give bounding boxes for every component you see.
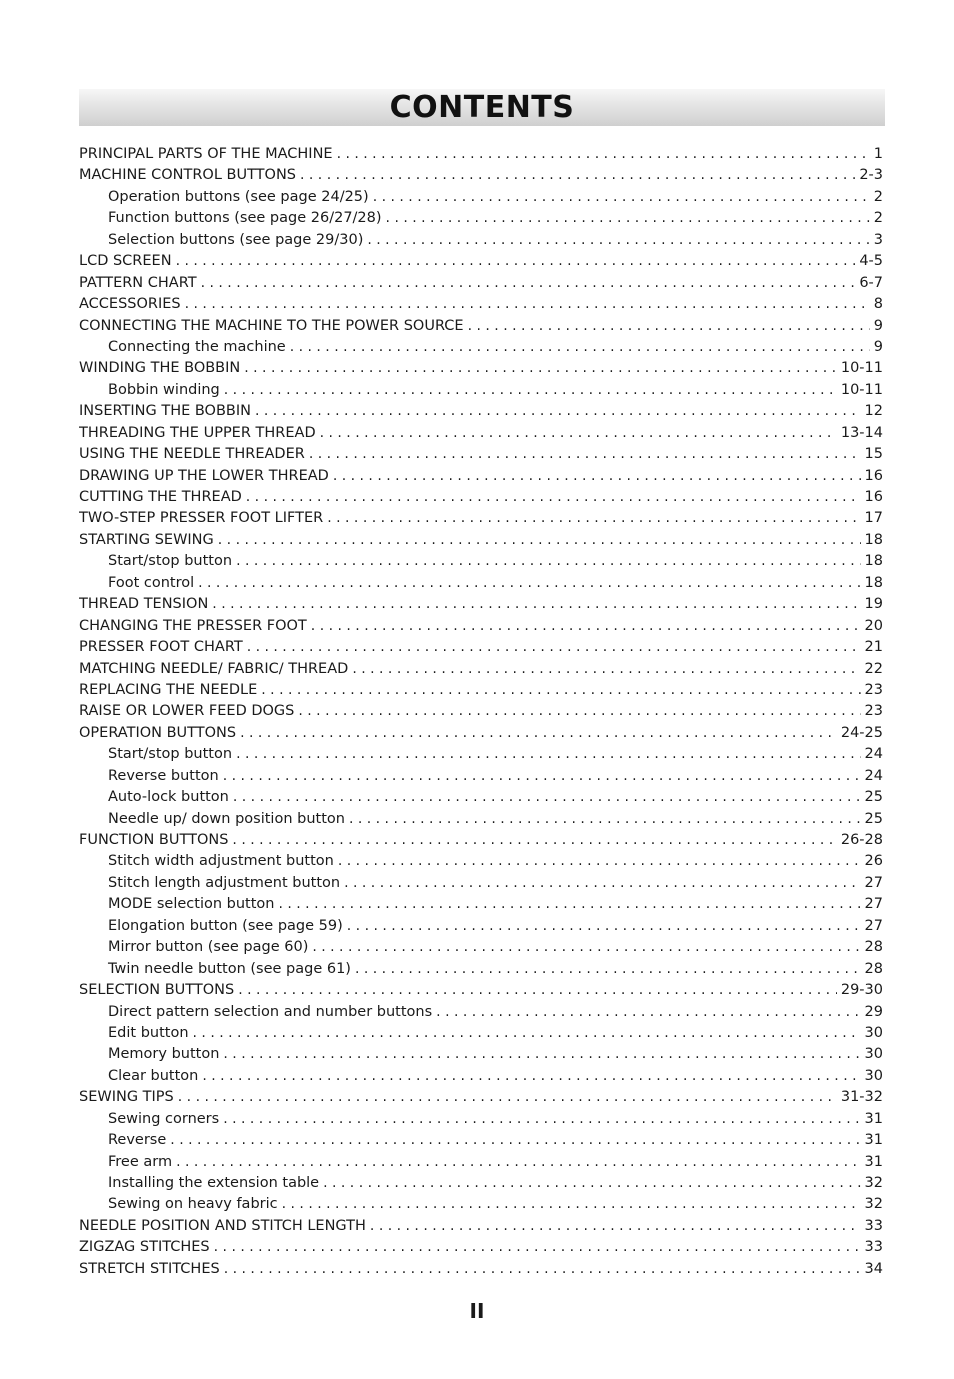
- toc-entry-label: Direct pattern selection and number buttons: [108, 1003, 433, 1020]
- toc-subsection-entry[interactable]: [79, 1109, 883, 1130]
- toc-subsection-entry[interactable]: [79, 766, 883, 787]
- toc-entry-page: 4-5: [859, 253, 883, 270]
- toc-entry-page: 23: [864, 703, 883, 720]
- toc-entry-label: Reverse button: [108, 767, 219, 784]
- toc-entry-label: MACHINE CONTROL BUTTONS: [79, 167, 296, 184]
- toc-section-entry[interactable]: [79, 165, 883, 186]
- toc-section-entry[interactable]: [79, 294, 883, 315]
- toc-entry-label: PATTERN CHART: [79, 274, 197, 291]
- toc-entry-label: Reverse: [108, 1132, 167, 1149]
- dot-leader: [233, 787, 861, 808]
- toc-section-entry[interactable]: [79, 616, 883, 637]
- toc-entry-label: OPERATION BUTTONS: [79, 724, 237, 741]
- toc-entry-page: 18: [864, 553, 883, 570]
- dot-leader: [309, 444, 861, 465]
- dot-leader: [236, 551, 860, 572]
- toc-entry-page: 10-11: [840, 360, 883, 377]
- dot-leader: [312, 937, 860, 958]
- toc-entry-page: 22: [864, 660, 883, 677]
- toc-section-entry[interactable]: [79, 701, 883, 722]
- toc-subsection-entry[interactable]: [79, 744, 883, 765]
- toc-section-entry[interactable]: [79, 508, 883, 529]
- toc-entry-label: LCD SCREEN: [79, 253, 172, 270]
- toc-entry-label: PRESSER FOOT CHART: [79, 639, 243, 656]
- toc-section-entry[interactable]: [79, 444, 883, 465]
- toc-entry-page: 30: [864, 1067, 883, 1084]
- toc-entry-label: FUNCTION BUTTONS: [79, 832, 229, 848]
- toc-entry-label: USING THE NEEDLE THREADER: [79, 446, 305, 463]
- toc-entry-label: Needle up/ down position button: [108, 810, 345, 827]
- toc-entry-label: ZIGZAG STITCHES: [79, 1239, 210, 1256]
- dot-leader: [300, 165, 855, 186]
- toc-entry-label: Bobbin winding: [108, 381, 220, 398]
- toc-section-entry[interactable]: [79, 1216, 883, 1237]
- toc-subsection-entry[interactable]: [79, 230, 883, 251]
- dot-leader: [352, 659, 860, 680]
- toc-entry-page: 32: [864, 1196, 883, 1213]
- toc-entry-label: CONNECTING THE MACHINE TO THE POWER SOURCE: [79, 317, 464, 334]
- dot-leader: [290, 337, 870, 358]
- dot-leader: [212, 594, 860, 615]
- toc-entry-page: 12: [864, 403, 883, 420]
- toc-entry-page: 27: [864, 874, 883, 891]
- dot-leader: [223, 1109, 860, 1130]
- toc-entry-label: THREADING THE UPPER THREAD: [79, 424, 316, 441]
- toc-entry-page: 29-30: [840, 982, 883, 999]
- toc-subsection-entry[interactable]: [79, 337, 883, 358]
- toc-entry-label: Twin needle button (see page 61): [108, 960, 351, 977]
- toc-entry-page: 27: [864, 917, 883, 934]
- toc-entry-page: 15: [864, 446, 883, 463]
- dot-leader: [198, 573, 860, 594]
- toc-subsection-entry[interactable]: [79, 573, 883, 594]
- toc-entry-page: 25: [864, 789, 883, 806]
- toc-section-entry[interactable]: [79, 144, 883, 165]
- toc-entry-label: SEWING TIPS: [79, 1089, 174, 1106]
- dot-leader: [255, 401, 861, 422]
- toc-subsection-entry[interactable]: [79, 809, 883, 830]
- toc-entry-label: REPLACING THE NEEDLE: [79, 681, 258, 698]
- toc-subsection-entry[interactable]: [79, 551, 883, 572]
- toc-entry-label: Auto-lock button: [108, 789, 229, 806]
- dot-leader: [347, 916, 861, 937]
- toc-entry-page: 10-11: [840, 381, 883, 398]
- toc-subsection-entry[interactable]: [79, 1152, 883, 1173]
- table-of-contents: [79, 144, 883, 1280]
- toc-entry-label: Installing the extension table: [108, 1175, 320, 1191]
- toc-entry-page: 16: [864, 489, 883, 505]
- dot-leader: [201, 273, 856, 294]
- dot-leader: [338, 851, 861, 872]
- toc-entry-label: Clear button: [108, 1067, 199, 1084]
- toc-section-entry[interactable]: [79, 466, 883, 487]
- dot-leader: [327, 508, 860, 529]
- toc-entry-label: DRAWING UP THE LOWER THREAD: [79, 467, 329, 484]
- toc-entry-label: RAISE OR LOWER FEED DOGS: [79, 703, 295, 720]
- toc-entry-label: Mirror button (see page 60): [108, 939, 309, 956]
- toc-entry-page: 21: [864, 639, 883, 656]
- dot-leader: [333, 466, 861, 487]
- toc-subsection-entry[interactable]: [79, 873, 883, 894]
- dot-leader: [236, 744, 860, 765]
- toc-entry-label: Start/stop button: [108, 746, 233, 763]
- toc-entry-page: 31-32: [840, 1089, 883, 1106]
- dot-leader: [240, 723, 837, 744]
- toc-entry-page: 27: [864, 896, 883, 913]
- toc-section-entry[interactable]: [79, 358, 883, 379]
- dot-leader: [246, 487, 861, 508]
- dot-leader: [214, 1237, 861, 1258]
- toc-entry-page: 24: [864, 767, 883, 784]
- dot-leader: [170, 1130, 860, 1151]
- dot-leader: [185, 294, 870, 315]
- toc-subsection-entry[interactable]: [79, 1002, 883, 1023]
- toc-entry-label: Start/stop button: [108, 553, 233, 570]
- dot-leader: [244, 358, 837, 379]
- toc-entry-page: 31: [864, 1132, 883, 1149]
- dot-leader: [261, 680, 860, 701]
- toc-subsection-entry[interactable]: [79, 937, 883, 958]
- toc-entry-page: 28: [864, 939, 883, 956]
- toc-subsection-entry[interactable]: [79, 187, 883, 208]
- toc-entry-label: TWO-STEP PRESSER FOOT LIFTER: [79, 510, 324, 527]
- toc-entry-page: 13-14: [840, 424, 883, 441]
- dot-leader: [238, 980, 837, 1001]
- toc-entry-label: MATCHING NEEDLE/ FABRIC/ THREAD: [79, 660, 349, 677]
- toc-entry-page: 34: [864, 1260, 883, 1277]
- dot-leader: [224, 1259, 861, 1280]
- toc-entry-page: 33: [864, 1217, 883, 1234]
- toc-entry-label: INSERTING THE BOBBIN: [79, 403, 251, 420]
- toc-entry-page: 18: [864, 574, 883, 591]
- toc-entry-label: Memory button: [108, 1046, 220, 1063]
- dot-leader: [202, 1066, 860, 1087]
- toc-entry-page: 26: [864, 853, 883, 870]
- toc-entry-page: 20: [864, 617, 883, 634]
- dot-leader: [224, 380, 837, 401]
- toc-entry-page: 18: [864, 531, 883, 548]
- toc-entry-label: Foot control: [108, 574, 195, 591]
- toc-entry-page: 31: [864, 1110, 883, 1127]
- toc-entry-page: 2: [873, 210, 883, 227]
- toc-entry-page: 24: [864, 746, 883, 763]
- toc-section-entry[interactable]: [79, 423, 883, 444]
- toc-subsection-entry[interactable]: [79, 1023, 883, 1044]
- toc-entry-page: 30: [864, 1046, 883, 1063]
- toc-entry-label: Sewing corners: [108, 1110, 220, 1127]
- toc-subsection-entry[interactable]: [79, 787, 883, 808]
- toc-entry-page: 30: [864, 1024, 883, 1041]
- toc-section-entry[interactable]: [79, 530, 883, 551]
- toc-entry-label: Edit button: [108, 1024, 189, 1041]
- dot-leader: [386, 208, 870, 229]
- toc-subsection-entry[interactable]: [79, 1066, 883, 1087]
- toc-entry-label: PRINCIPAL PARTS OF THE MACHINE: [79, 146, 333, 162]
- page-title: CONTENTS: [389, 89, 575, 125]
- dot-leader: [323, 1173, 860, 1194]
- toc-entry-page: 6-7: [859, 274, 883, 291]
- toc-section-entry[interactable]: [79, 487, 883, 508]
- toc-entry-page: 23: [864, 681, 883, 698]
- dot-leader: [223, 1044, 860, 1065]
- toc-section-entry[interactable]: [79, 251, 883, 272]
- toc-entry-label: STARTING SEWING: [79, 531, 214, 548]
- toc-subsection-entry[interactable]: [79, 380, 883, 401]
- toc-entry-page: 2-3: [859, 167, 883, 184]
- dot-leader: [278, 894, 860, 915]
- toc-subsection-entry[interactable]: [79, 916, 883, 937]
- toc-section-entry[interactable]: [79, 1087, 883, 1108]
- toc-entry-label: ACCESSORIES: [79, 296, 181, 313]
- dot-leader: [176, 1152, 860, 1173]
- dot-leader: [223, 766, 861, 787]
- toc-subsection-entry[interactable]: [79, 894, 883, 915]
- dot-leader: [193, 1023, 861, 1044]
- toc-entry-page: 32: [864, 1175, 883, 1191]
- dot-leader: [344, 873, 860, 894]
- toc-entry-page: 19: [864, 596, 883, 613]
- title-banner: [79, 89, 885, 126]
- dot-leader: [311, 616, 861, 637]
- toc-entry-page: 33: [864, 1239, 883, 1256]
- toc-entry-label: STRETCH STITCHES: [79, 1260, 220, 1277]
- toc-subsection-entry[interactable]: [79, 1044, 883, 1065]
- page-number: II: [469, 1299, 485, 1323]
- dot-leader: [436, 1002, 860, 1023]
- toc-entry-label: THREAD TENSION: [79, 596, 209, 613]
- toc-entry-label: Function buttons (see page 26/27/28): [108, 210, 382, 227]
- toc-entry-label: Free arm: [108, 1153, 173, 1170]
- toc-entry-page: 29: [864, 1003, 883, 1020]
- toc-section-entry[interactable]: [79, 1259, 883, 1280]
- toc-entry-label: Operation buttons (see page 24/25): [108, 188, 369, 205]
- dot-leader: [176, 251, 856, 272]
- toc-entry-page: 24-25: [840, 724, 883, 741]
- toc-entry-page: 28: [864, 960, 883, 977]
- toc-entry-page: 25: [864, 810, 883, 827]
- toc-subsection-entry[interactable]: [79, 1173, 883, 1194]
- dot-leader: [247, 637, 861, 658]
- dot-leader: [232, 830, 836, 851]
- dot-leader: [337, 144, 870, 165]
- dot-leader: [468, 316, 870, 337]
- toc-entry-page: 9: [873, 317, 883, 334]
- toc-subsection-entry[interactable]: [79, 1130, 883, 1151]
- toc-entry-label: Stitch width adjustment button: [108, 853, 334, 870]
- toc-entry-page: 2: [873, 188, 883, 205]
- dot-leader: [349, 809, 861, 830]
- toc-subsection-entry[interactable]: [79, 1194, 883, 1215]
- dot-leader: [370, 1216, 861, 1237]
- dot-leader: [178, 1087, 837, 1108]
- toc-entry-page: 16: [864, 467, 883, 484]
- toc-entry-page: 3: [873, 231, 883, 248]
- toc-section-entry[interactable]: [79, 723, 883, 744]
- toc-section-entry[interactable]: [79, 273, 883, 294]
- toc-section-entry[interactable]: [79, 980, 883, 1001]
- dot-leader: [355, 959, 861, 980]
- toc-section-entry[interactable]: [79, 401, 883, 422]
- dot-leader: [218, 530, 861, 551]
- dot-leader: [367, 230, 869, 251]
- toc-entry-page: 17: [864, 510, 883, 527]
- toc-section-entry[interactable]: [79, 316, 883, 337]
- toc-entry-label: Sewing on heavy fabric: [108, 1196, 278, 1213]
- toc-entry-label: Stitch length adjustment button: [108, 874, 341, 891]
- toc-entry-label: CHANGING THE PRESSER FOOT: [79, 617, 307, 634]
- toc-entry-label: CUTTING THE THREAD: [79, 489, 242, 505]
- toc-section-entry[interactable]: [79, 637, 883, 658]
- toc-entry-label: Selection buttons (see page 29/30): [108, 231, 364, 248]
- dot-leader: [373, 187, 870, 208]
- dot-leader: [298, 701, 860, 722]
- toc-entry-label: Elongation button (see page 59): [108, 917, 343, 934]
- toc-entry-label: Connecting the machine: [108, 338, 286, 355]
- toc-entry-label: SELECTION BUTTONS: [79, 982, 235, 999]
- toc-entry-label: NEEDLE POSITION AND STITCH LENGTH: [79, 1217, 366, 1234]
- toc-entry-page: 8: [873, 296, 883, 313]
- toc-entry-label: WINDING THE BOBBIN: [79, 360, 241, 377]
- toc-entry-page: 26-28: [840, 832, 883, 848]
- toc-section-entry[interactable]: [79, 1237, 883, 1258]
- toc-entry-page: 9: [873, 338, 883, 355]
- toc-section-entry[interactable]: [79, 594, 883, 615]
- toc-subsection-entry[interactable]: [79, 208, 883, 229]
- dot-leader: [320, 423, 837, 444]
- toc-section-entry[interactable]: [79, 680, 883, 701]
- toc-entry-page: 31: [864, 1153, 883, 1170]
- toc-entry-page: 1: [873, 146, 883, 162]
- toc-subsection-entry[interactable]: [79, 959, 883, 980]
- toc-section-entry[interactable]: [79, 659, 883, 680]
- toc-section-entry[interactable]: [79, 830, 883, 851]
- dot-leader: [282, 1194, 861, 1215]
- toc-subsection-entry[interactable]: [79, 851, 883, 872]
- toc-entry-label: MODE selection button: [108, 896, 275, 913]
